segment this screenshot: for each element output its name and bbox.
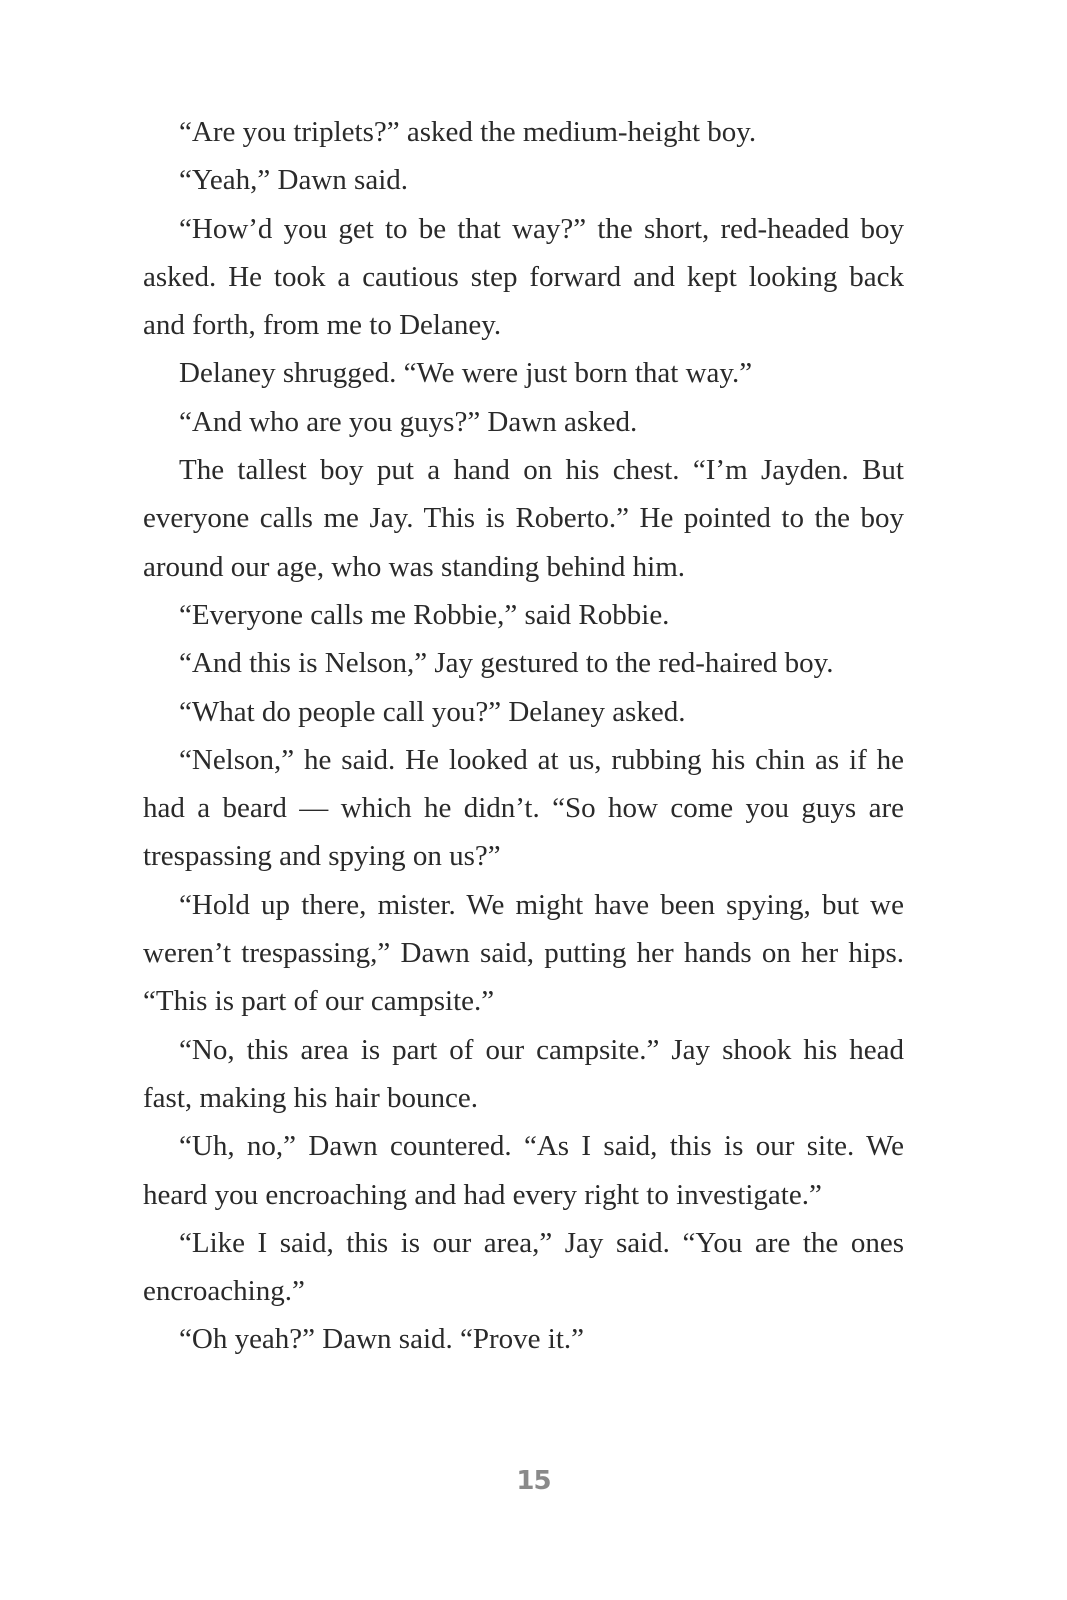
paragraph: “What do people call you?” Delaney asked. bbox=[179, 695, 686, 728]
paragraph: “Like I said, this is our area,” Jay said. “You are the ones encroaching.” bbox=[143, 1226, 904, 1308]
paragraph: “Oh yeah?” Dawn said. “Prove it.” bbox=[179, 1323, 585, 1356]
paragraph: “Everyone calls me Robbie,” said Robbie. bbox=[179, 598, 670, 631]
paragraph: “Nelson,” he said. He looked at us, rubbing his chin as if he had a beard — which he didn’t. “So how come you guys are trespassing and spying on us?” bbox=[143, 743, 904, 873]
paragraph: “And who are you guys?” Dawn asked. bbox=[179, 405, 638, 438]
page-number: 15 bbox=[516, 1466, 551, 1496]
paragraph: “And this is Nelson,” Jay gestured to the red-haired boy. bbox=[179, 647, 834, 680]
paragraph: Delaney shrugged. “We were just born that way.” bbox=[179, 357, 753, 390]
body-text bbox=[143, 108, 904, 1364]
paragraph: “Yeah,” Dawn said. bbox=[179, 164, 408, 197]
paragraph: “Are you triplets?” asked the medium-height boy. bbox=[179, 116, 757, 148]
paragraph: “No, this area is part of our campsite.” Jay shook his head fast, making his hair bounce. bbox=[143, 1033, 904, 1114]
paragraph: “Hold up there, mister. We might have been spying, but we weren’t trespassing,” Dawn said, putting her hands on her hips. “This is part of our campsite.” bbox=[143, 888, 904, 1018]
paragraph: The tallest boy put a hand on his chest. “I’m Jayden. But everyone calls me Jay. This is Roberto.” He pointed to the boy around our age, who was standing behind him. bbox=[143, 454, 904, 583]
paragraph: “Uh, no,” Dawn countered. “As I said, this is our site. We heard you encroaching and had every right to investigate.” bbox=[143, 1130, 904, 1211]
paragraph: “How’d you get to be that way?” the short, red-headed boy asked. He took a cautious step forward and kept looking back and forth, from me to Delaney. bbox=[143, 212, 904, 342]
